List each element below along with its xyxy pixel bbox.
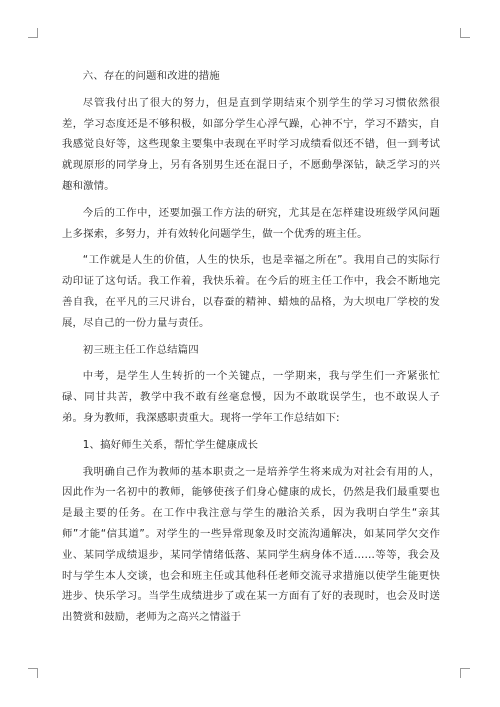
crop-mark-bottom-left [28, 668, 38, 678]
document-body [62, 66, 440, 628]
section-heading-measures: 六、存在的问题和改进的措施 [82, 70, 220, 82]
section-heading-part4: 初三班主任工作总结篇四 [82, 343, 199, 356]
crop-mark-top-right [460, 28, 470, 38]
paragraph-motto: “工作就是人生的价值，人生的快乐，也是幸福之所在”。我用自己的实际行动印证了这句话。我工作着，我快乐着。在今后的班主任工作中，我会不断地完善自我，在平凡的三尺讲台，以春蚕的精神、蜡烛的品格，为大坝电厂学校的发展，尽自己的一份力量与责任。 [62, 254, 440, 329]
paragraph-problems: 尽管我付出了很大的努力，但是直到学期结束个别学生的学习习惯依然很差，学习态度还是不够积极，如部分学生心浮气躁，心神不宁，学习不踏实，自我感觉良好等，这些现象主要集中表现在平时学习成绩看似还不错，但一到考试就现原形的同学身上，另有各别男生还在混日子，不愿動學深钻，缺乏学习的兴趣和激情。 [62, 96, 440, 192]
paragraph-teacher-student: 我明确自己作为教师的基本职责之一是培养学生将来成为对社会有用的人，因此作为一名初中的教师，能够使孩子们身心健康的成长，仍然是我们最重要也是最主要的任务。在工作中我注意与学生的融洽关系，因为我明白学生“亲其师”才能“信其道”。对学生的一些异常现象及时交流沟通解决，如某同学欠交作业、某同学成绩退步，某同学情绪低落、某同学生病身体不适……等等，我会及时与学生本人交谈，也会和班主任或其他科任老师交流寻求措施以使学生能更快进步、快乐学习。当学生成绩进步了或在某一方面有了好的表现时，也会及时送出赞赏和鼓励，老师为之高兴之情溢于 [62, 465, 440, 624]
paragraph-future-work: 今后的工作中，还要加强工作方法的研究，尤其是在怎样建设班级学风问题上多探索，多努力，并有效转化问题学生，做一个优秀的班主任。 [62, 206, 440, 240]
paragraph-intro: 中考，是学生人生转折的一个关键点，一学期来，我与学生们一齐紧张忙碌、同甘共苦，教学中我不敢有丝毫怠慢，因为不敢耽误学生，也不敢误人子弟。身为教师，我深感职责重大。现将一学年工作总结如下: [62, 370, 440, 424]
subheading-item1: 1、搞好师生关系，帮忙学生健康成长 [82, 438, 259, 451]
crop-mark-bottom-right [460, 668, 470, 678]
crop-mark-top-left [28, 28, 38, 38]
